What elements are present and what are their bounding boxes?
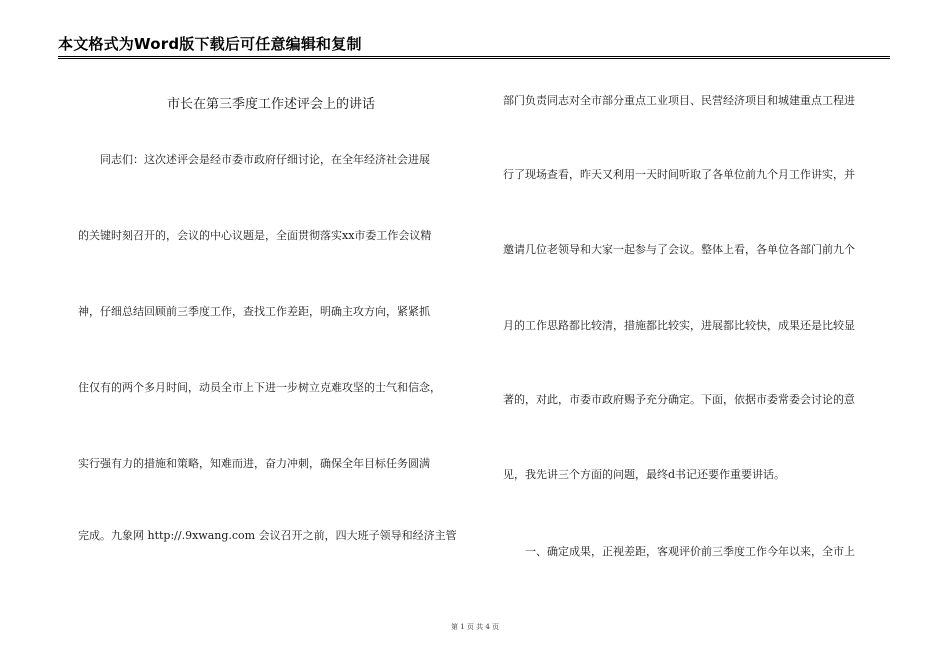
right-column-line: 行了现场查看，昨天又利用一天时间听取了各单位前九个月工作讲实，并 — [503, 168, 855, 181]
right-column-line: 一、确定成果，正视差距，客观评价前三季度工作今年以来，全市上 — [503, 545, 855, 558]
right-column-line: 部门负责同志对全市部分重点工业项目、民营经济项目和城建重点工程进 — [503, 94, 855, 107]
banner-rule-bottom — [58, 58, 890, 59]
right-column-line: 著的，对此，市委市政府赐予充分确定。下面，依据市委常委会讨论的意 — [503, 393, 855, 406]
left-column-line: 住仅有的两个多月时间，动员全市上下进一步树立克难攻坚的士气和信念， — [78, 381, 441, 394]
left-column-line: 神，仔细总结回顾前三季度工作，查找工作差距，明确主攻方向，紧紧抓 — [78, 305, 430, 318]
right-column-line: 月的工作思路都比较清，措施都比较实，进展都比较快，成果还是比较显 — [503, 319, 855, 332]
right-column-line: 邀请几位老领导和大家一起参与了会议。整体上看，各单位各部门前九个 — [503, 243, 855, 256]
left-column-line: 实行强有力的措施和策略，知难而进，奋力冲刺，确保全年目标任务圆满 — [78, 457, 430, 470]
page-number: 第 1 页 共 4 页 — [450, 623, 500, 631]
document-title: 市长在第三季度工作述评会上的讲话 — [166, 97, 375, 112]
banner-rule-top — [58, 56, 890, 57]
banner-text: 本文格式为Word版下载后可任意编辑和复制 — [58, 35, 362, 53]
left-column-line: 完成。九象网 http://.9xwang.com 会议召开之前，四大班子领导和经济主管 — [78, 529, 457, 542]
right-column-line: 见，我先讲三个方面的问题，最终d书记还要作重要讲话。 — [503, 468, 786, 481]
left-column-line: 的关键时刻召开的，会议的中心议题是，全面贯彻落实xx市委工作会议精 — [78, 229, 432, 242]
left-column-line: 同志们：这次述评会是经市委市政府仔细讨论，在全年经济社会进展 — [78, 153, 430, 166]
